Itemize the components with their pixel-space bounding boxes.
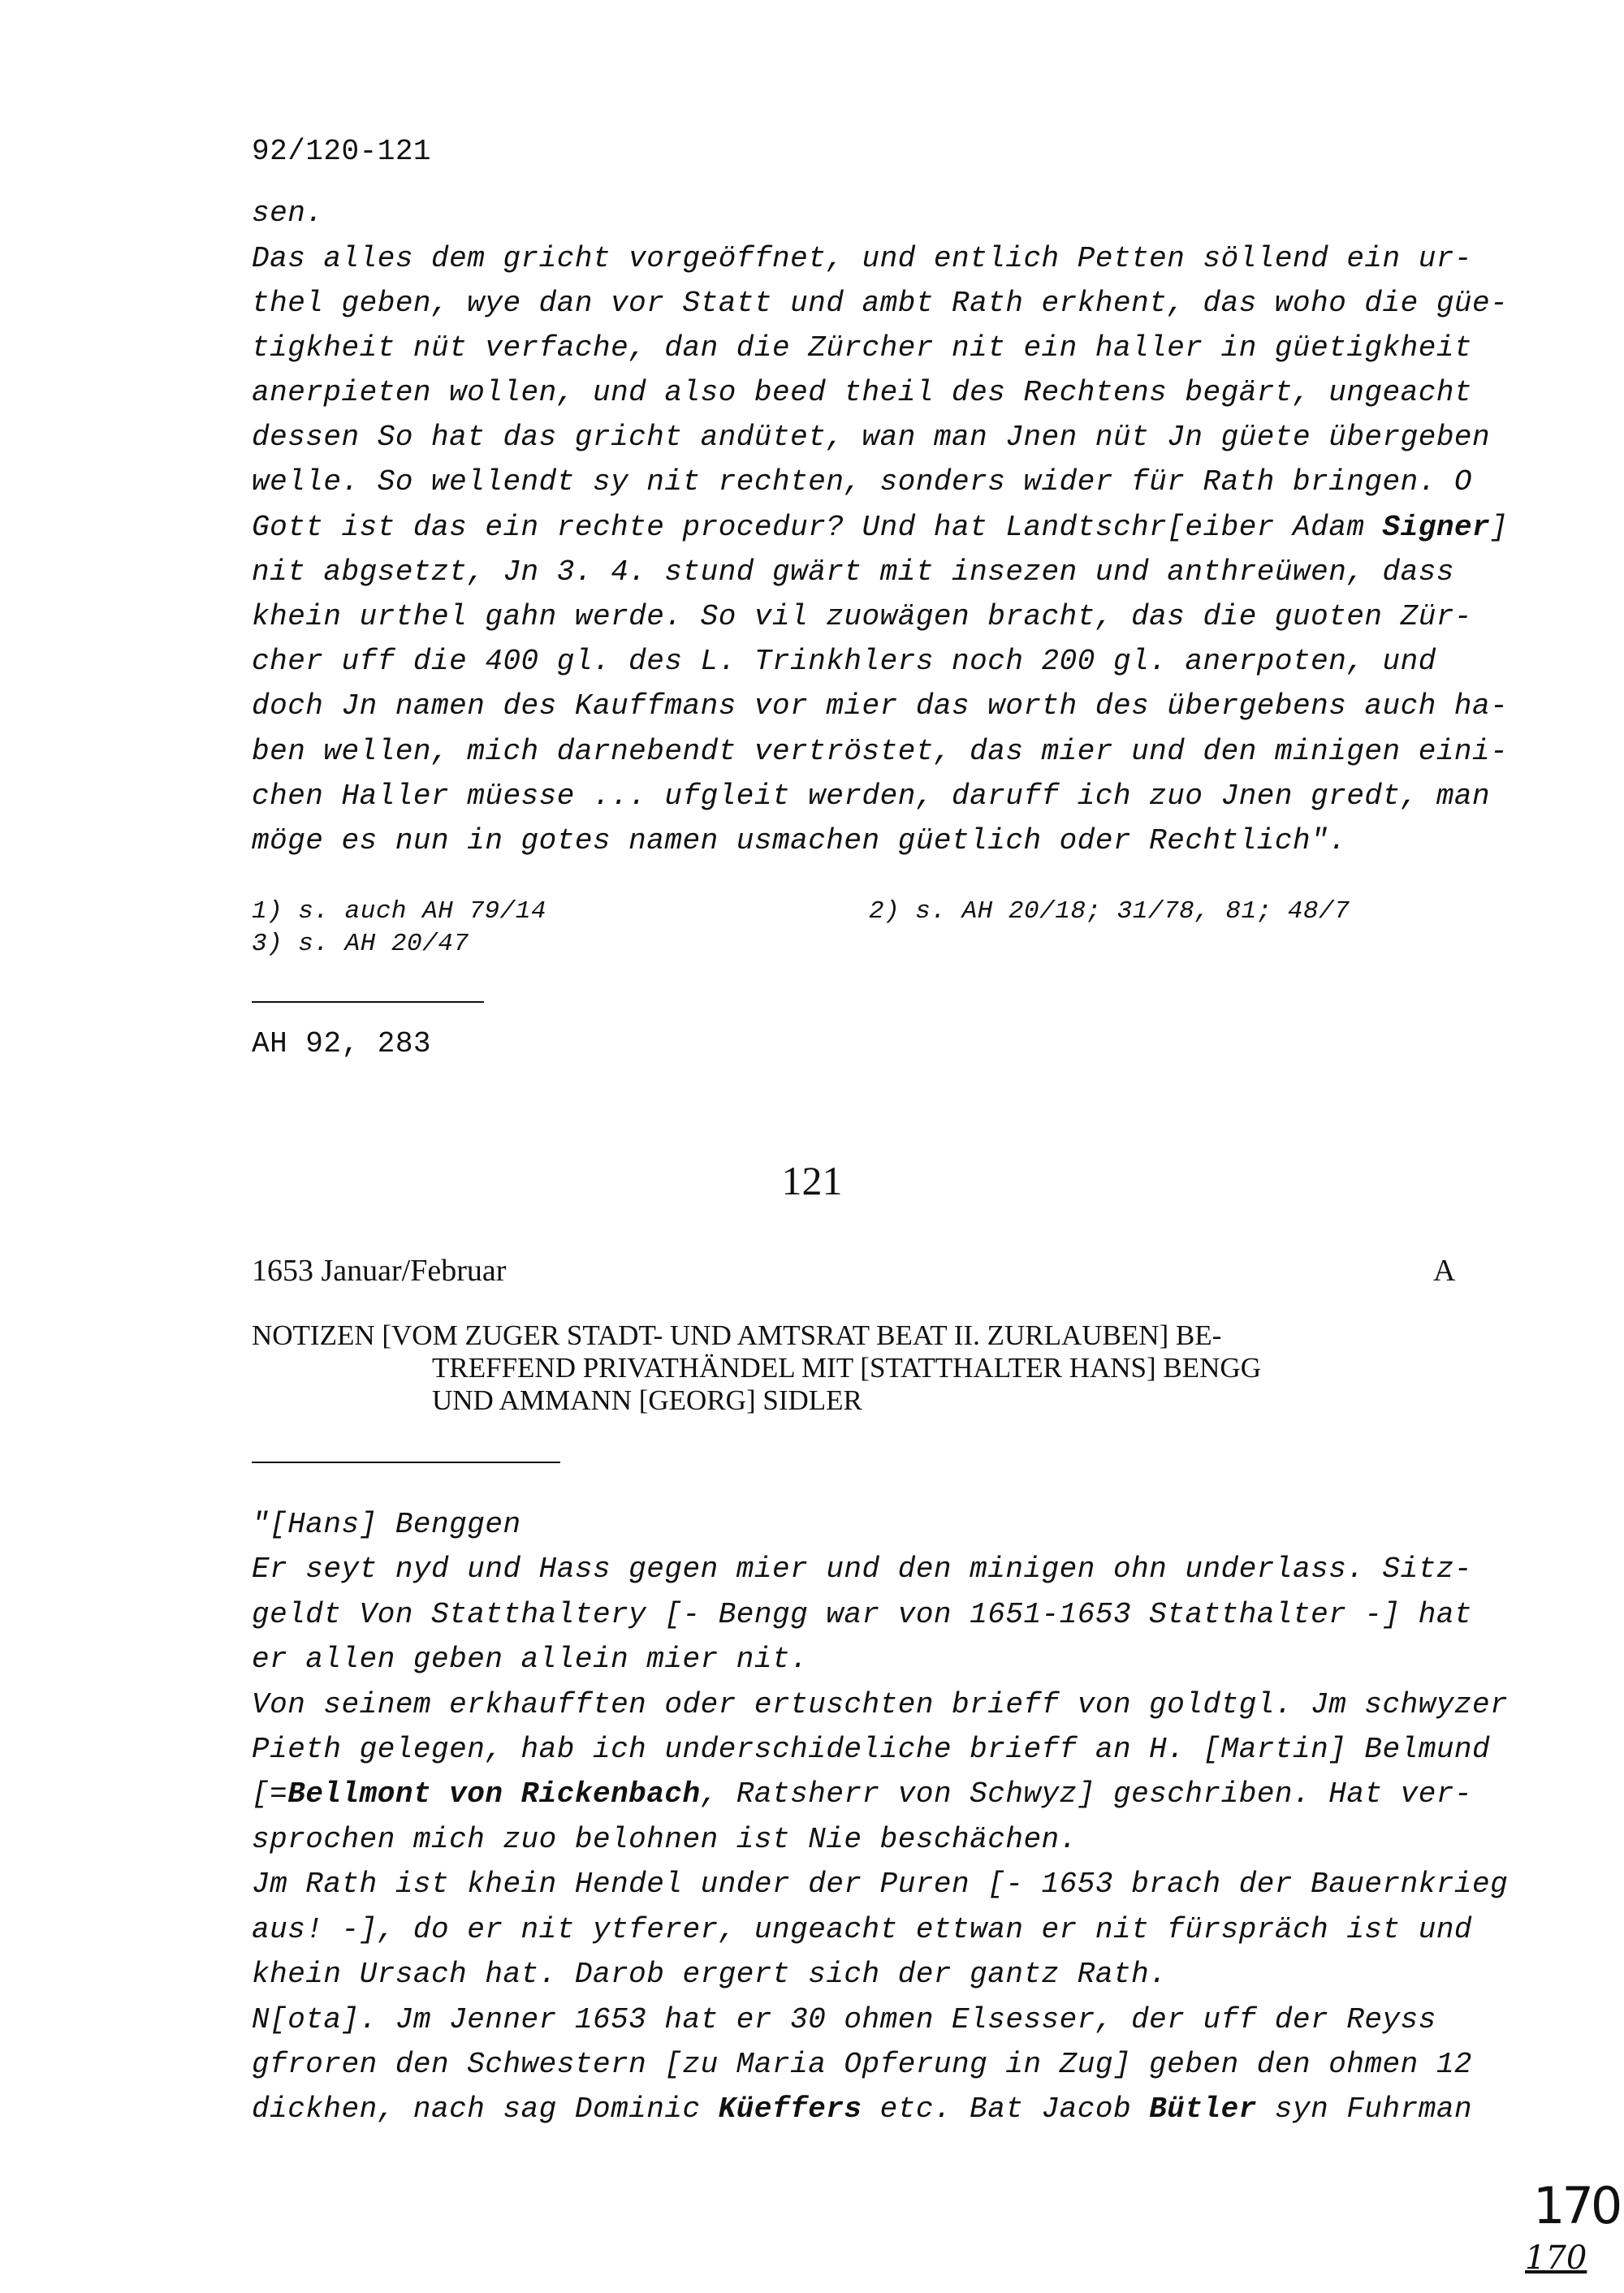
text-line: möge es nun in gotes namen usmachen güetlich oder Rechtlich". bbox=[252, 824, 1347, 857]
text-line bbox=[252, 2092, 1472, 2126]
text-segment: [= bbox=[252, 1777, 288, 1811]
footnote-2: 2) s. AH 20/18; 31/78, 81; 48/7 bbox=[869, 897, 1350, 926]
text-line: "[Hans] Benggen bbox=[252, 1508, 521, 1541]
text-line bbox=[252, 511, 1508, 544]
text-line: sprochen mich zuo belohnen ist Nie beschächen. bbox=[252, 1823, 1078, 1856]
title-line: TREFFEND PRIVATHÄNDEL MIT [STATTHALTER HANS] BENGG bbox=[432, 1352, 1261, 1384]
text-line: chen Haller müesse ... ufgleit werden, daruff ich zuo Jnen gredt, man bbox=[252, 779, 1491, 813]
person-name: Bellmont von Rickenbach bbox=[287, 1777, 701, 1811]
text-line: khein urthel gahn werde. So vil zuowägen bracht, das die guoten Zür- bbox=[252, 600, 1473, 633]
person-name: Bütler bbox=[1149, 2092, 1257, 2126]
text-line: Er seyt nyd und Hass gegen mier und den minigen ohn underlass. Sitz- bbox=[252, 1552, 1473, 1586]
text-segment: Gott ist das ein rechte procedur? Und hat Landtschr[eiber Adam bbox=[252, 511, 1383, 544]
text-line: aus! -], do er nit ytferer, ungeacht ettwan er nit fürspräch ist und bbox=[252, 1913, 1473, 1946]
text-line: N[ota]. Jm Jenner 1653 hat er 30 ohmen Elsesser, der uff der Reyss bbox=[252, 2003, 1436, 2036]
text-line: nit abgsetzt, Jn 3. 4. stund gwärt mit insezen und anthreüwen, dass bbox=[252, 555, 1454, 589]
text-line: geldt Von Statthaltery [- Bengg war von 1651-1653 Statthalter -] hat bbox=[252, 1598, 1473, 1631]
text-segment: syn Fuhrman bbox=[1256, 2092, 1473, 2126]
document-date: 1653 Januar/Februar bbox=[252, 1254, 507, 1288]
source-reference: AH 92, 283 bbox=[252, 1027, 432, 1060]
text-segment: dickhen, nach sag Dominic bbox=[252, 2092, 719, 2126]
title-line: NOTIZEN [VOM ZUGER STADT- UND AMTSRAT BEAT II. ZURLAUBEN] BE- bbox=[252, 1319, 1222, 1351]
text-line: Jm Rath ist khein Hendel under der Puren [- 1653 brach der Bauernkrieg bbox=[252, 1868, 1509, 1901]
text-line: Pieth gelegen, hab ich underschideliche brieff an H. [Martin] Belmund bbox=[252, 1733, 1491, 1766]
text-line: er allen geben allein mier nit. bbox=[252, 1643, 809, 1676]
document-type: A bbox=[1433, 1254, 1456, 1288]
text-segment: etc. Bat Jacob bbox=[862, 2092, 1150, 2126]
page-reference: 92/120-121 bbox=[252, 135, 432, 168]
divider bbox=[252, 1462, 560, 1463]
text-line: khein Ursach hat. Darob ergert sich der gantz Rath. bbox=[252, 1958, 1168, 1991]
divider bbox=[252, 1001, 484, 1003]
text-line: anerpieten wollen, und also beed theil des Rechtens begärt, ungeacht bbox=[252, 376, 1473, 409]
text-line: Das alles dem gricht vorgeöffnet, und entlich Petten söllend ein ur- bbox=[252, 242, 1473, 275]
text-line bbox=[252, 1777, 1472, 1811]
text-line: gfroren den Schwestern [zu Maria Opferung in Zug] geben den ohmen 12 bbox=[252, 2048, 1473, 2081]
text-line: doch Jn namen des Kauffmans vor mier das worth des übergebens auch ha- bbox=[252, 689, 1509, 723]
text-line: Von seinem erkhaufften oder ertuschten brieff von goldtgl. Jm schwyzer bbox=[252, 1688, 1509, 1721]
footnote-3: 3) s. AH 20/47 bbox=[252, 930, 469, 958]
handwritten-page-number-underlined: 170 bbox=[1525, 2239, 1587, 2277]
footnote-1: 1) s. auch AH 79/14 bbox=[252, 897, 546, 926]
text-line: welle. So wellendt sy nit rechten, sonders wider für Rath bringen. O bbox=[252, 465, 1473, 499]
text-line: cher uff die 400 gl. des L. Trinkhlers noch 200 gl. anerpoten, und bbox=[252, 645, 1436, 678]
text-segment: ] bbox=[1490, 511, 1509, 544]
person-name: Signer bbox=[1382, 511, 1491, 544]
text-line: tigkheit nüt verfache, dan die Zürcher nit ein haller in güetigkheit bbox=[252, 331, 1473, 365]
text-line: ben wellen, mich darnebendt vertröstet, das mier und den minigen eini- bbox=[252, 735, 1509, 768]
text-line: sen. bbox=[252, 196, 324, 230]
document-number: 121 bbox=[781, 1158, 843, 1203]
handwritten-page-number: 170 bbox=[1533, 2176, 1620, 2235]
title-line: UND AMMANN [GEORG] SIDLER bbox=[432, 1384, 862, 1416]
text-segment: , Ratsherr von Schwyz] geschriben. Hat ver- bbox=[700, 1777, 1473, 1811]
text-line: thel geben, wye dan vor Statt und ambt Rath erkhent, das woho die güe- bbox=[252, 287, 1509, 320]
text-line: dessen So hat das gricht andütet, wan man Jnen nüt Jn güete übergeben bbox=[252, 421, 1491, 454]
person-name: Küeffers bbox=[718, 2092, 862, 2126]
